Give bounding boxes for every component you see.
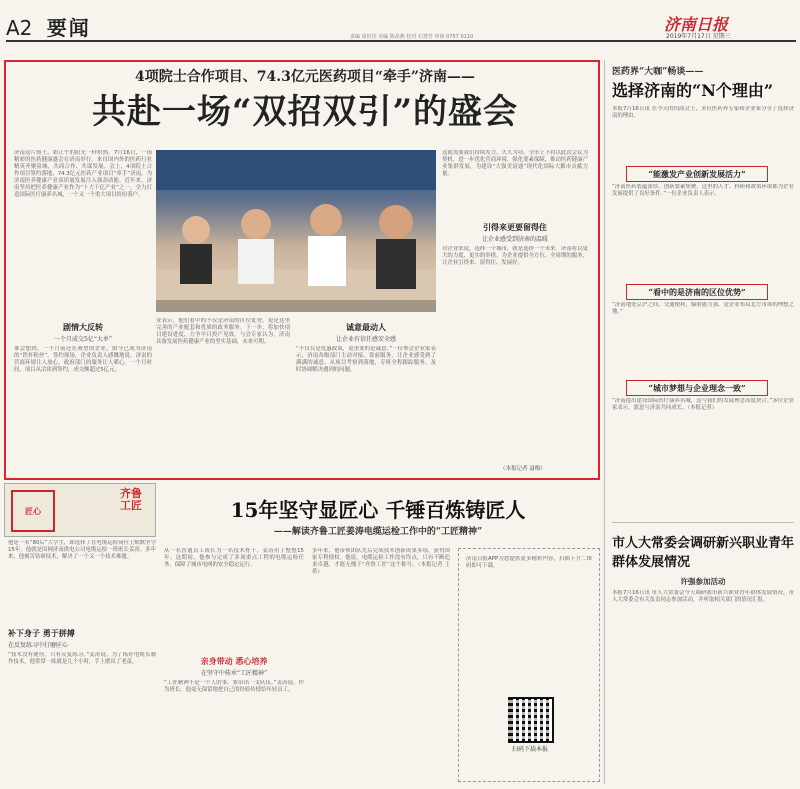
column-divider (604, 60, 605, 784)
audience-clapping-image (156, 150, 436, 312)
feature-col1-body: 济南这片热土，如正午的阳光一样炽热。7月16日，一场精彩的医药健康盛会在济南举行。来自国内外的医药行业精英齐聚泉城，共商合作、共谋发展。会上，4项院士合作项目签约落地，74.3亿元医药产业项目“牵手”济南，为济南医养健康产业高质量发展注入强劲动能。近年来，济南坚持把医养健康产业作为“十大千亿产业”之一，全力打造国际医疗康养名城，一个又一个重大项目纷纷落户。 (14, 150, 152, 198)
right-kicker: 医药界“大咖”畅谈—— (612, 67, 704, 77)
qr-label: 扫码下载本报 (511, 746, 548, 753)
lower-headline: 15年坚守显匠心 千锤百炼铸匠人 (230, 498, 526, 522)
feature-col4-body2: 对企业来说，选择一个城市，就是选择一个未来。济南将以更大的力度、更实的举措，为企业提供全方位、全周期的服务，让企业引得来、留得住、发展好。 (442, 246, 588, 266)
news-subhead: 许强参加活动 (680, 577, 726, 586)
feature-col3-subhead: 诚意最动人 (346, 322, 386, 332)
lower-col1-body: 他是一名“80后”大学生，却选择了在电缆运检岗位上默默坚守15年。他就是国网济南供电公司电缆运检一班班长姜涛。多年来，他刻苦钻研技术，解决了一个又一个技术难题。 (8, 540, 156, 560)
feature-col1-subsubhead: 一个月成交5亿“大单” (54, 336, 112, 343)
page-number-and-section (6, 12, 91, 41)
page-number: A2 (6, 16, 33, 40)
right-divider (612, 522, 794, 523)
news-headline: 市人大常委会调研新兴职业青年群体发展情况 (612, 536, 795, 570)
app-promo-text: 济南日报APP为您提供更多精彩内容，扫描下方二维码即可下载。 (466, 556, 592, 569)
feature-col4-subsubhead: 让企业感受到济南的温暖 (481, 236, 548, 243)
feature-kicker: 4项院士合作项目、74.3亿元医药项目“牵手”济南—— (135, 69, 475, 85)
right-intro: 本报7月16日讯 在今天的招商会上，多位医药界专家和企业家分享了选择济南的理由。 (612, 106, 794, 119)
feature-byline: （本报记者 聂梅） (500, 466, 546, 472)
column-seal-title: 齐鲁工匠 (120, 487, 142, 512)
lower-col2-body: 从一名普通员工成长为一名技术骨干，姜涛用了整整15年。这期间，他参与完成了多项重点工程的电缆运检任务，保障了城市电网的安全稳定运行。 (164, 548, 304, 568)
conference-photo (156, 150, 436, 312)
lower-col1-subhead: 补下身子 勇于拼搏 (8, 628, 75, 638)
right-body-3: “济南提出建设国际医疗康养名城，这与我们的发展理念高度契合。”多位企业家表示，愿意与济南共同成长。（本报记者） (612, 398, 794, 411)
lower-col2-subhead: 亲身带动 悉心培养 (200, 656, 268, 666)
column-seal-mark: 匠心 (11, 490, 55, 532)
feature-col2-body: 业表示，他们看中的不仅是济南的区位优势，更是这里完善的产业配套和优质的政务服务。下一步，将加快项目建设进度，力争早日投产见效。与会专家认为，济南具备发展医药健康产业的坚实基础，未来可期。 (156, 318, 290, 345)
lower-col2-subsubhead: 在坚守中传承“工匠精神” (200, 670, 268, 677)
header-rule (6, 40, 796, 42)
lower-col3-body: 多年来，他带领团队先后完成技术创新成果多项，获得国家专利授权。他说，电缆运检工作没有终点，只有不断追求卓越，才能无愧于“齐鲁工匠”这个称号。（本报记者 王希） (312, 548, 450, 575)
feature-col4-body: 这就需要我们持续发力、久久为功。全市上下将以此次会议为契机，进一步优化营商环境，强化要素保障，推动医药健康产业集群发展，为建设“大强美富通”现代化国际大都市贡献力量。 (442, 150, 588, 177)
right-quote-box-1: “能激发产业创新发展活力” (626, 166, 768, 182)
lower-subhead: ——解读齐鲁工匠姜涛电缆运检工作中的“工匠精神” (273, 527, 483, 537)
right-quote-box-2: “看中的是济南的区位优势” (626, 284, 768, 300)
right-body-1: “济南医药底蕴深厚，创新要素集聚，这里的人才、科研和政策环境都为企业发展提供了良好条件。”一位企业负责人表示。 (612, 184, 794, 197)
feature-col4-subhead: 引得来更要留得住 (483, 222, 547, 232)
feature-col3-subsubhead: 让企业有信任感安全感 (335, 336, 396, 343)
feature-col1-body2: 谁会想到，一个月前还在观望的企业，如今已成为济南的“铁杆粉丝”。签约现场，企业负责人感慨地说，济南的营商环境让人放心，政府部门的服务让人暖心。一个月时间，项目从洽谈到签约，成交额超过5亿元。 (14, 346, 152, 373)
news-body: 本报7月16日讯 市人大常委会今天调研我市新兴职业青年群体发展情况，市人大常委会有关负责同志参加活动，并听取相关部门的情况汇报。 (612, 590, 794, 603)
section-title: 要闻 (46, 16, 91, 40)
editor-meta: 责编 周恒伟 美编 陈昂燕 校对 石慧竹 审读 0757 0110 (350, 34, 474, 40)
right-quote-box-3: “城市梦想与企业理念一致” (626, 380, 768, 396)
feature-col3-body: “不仅仅是优惠政策，更重要的是诚意。”一位参会企业家表示，济南各级部门主动对接、靠前服务，让企业感受到了满满的诚意。从项目考察到落地，专班全程跟踪服务，及时协调解决遇到的问题。 (296, 346, 436, 373)
feature-col1-subhead: 剧情大反转 (63, 322, 103, 332)
lower-col1-body2: “技术没有捷径，只有反复练习。”姜涛说。为了练好电缆头制作技术，他常常一练就是几个小时，手上磨出了老茧。 (8, 652, 156, 665)
lower-col1-subsubhead: 在反复练习中打磨匠心 (8, 642, 69, 649)
lower-col2-body2: “工匠精神不是一个人的事，要带出一支队伍。”姜涛说。作为班长，他毫无保留地把自己的经验传授给年轻员工。 (164, 680, 304, 693)
right-body-2: “济南地处京沪之间，交通便利，辐射能力强，是企业布局北方市场的理想之地。” (612, 302, 794, 315)
craftsman-column-logo (4, 483, 156, 537)
qr-code-pattern (508, 697, 550, 739)
feature-headline: 共赴一场“双招双引”的盛会 (91, 92, 519, 132)
masthead-logo: 济南日报 (664, 15, 729, 34)
right-headline: 选择济南的“N个理由” (612, 81, 774, 100)
issue-date: 2019年7月17日 星期三 (666, 33, 731, 40)
